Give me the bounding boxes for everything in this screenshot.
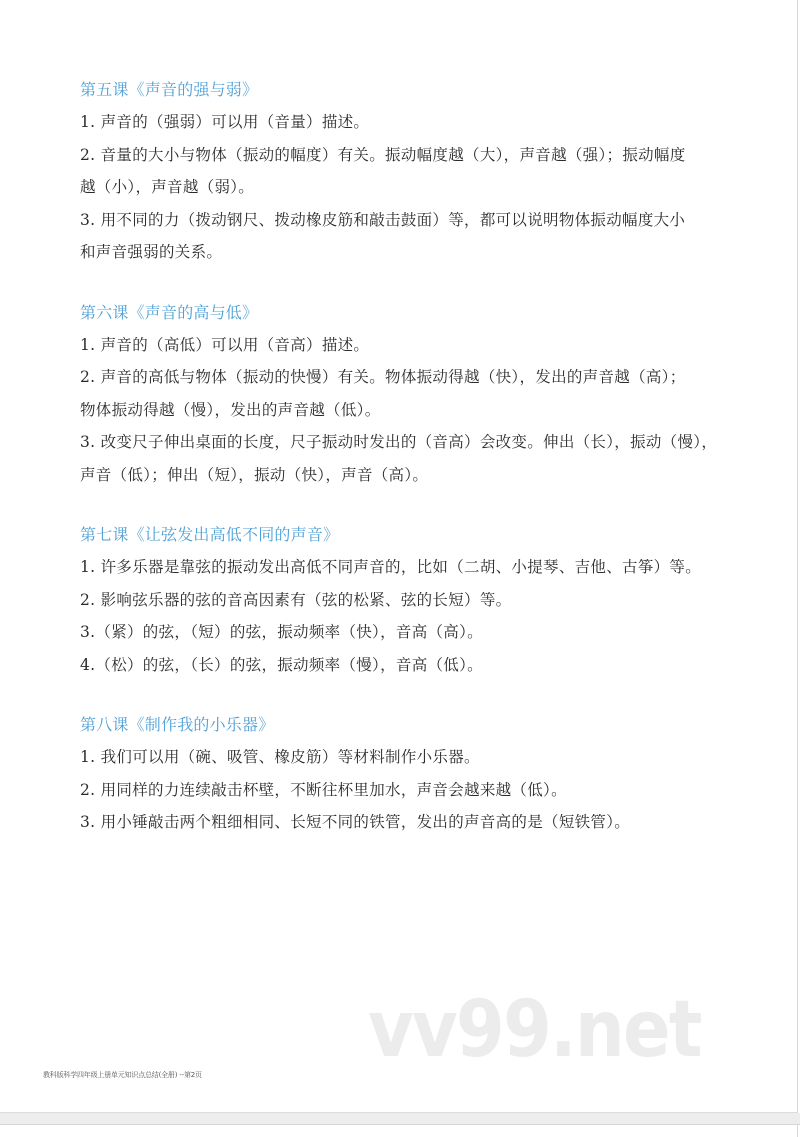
lesson-line: 2. 音量的大小与物体（振动的幅度）有关。振动幅度越（大），声音越（强）；振动幅度 — [80, 145, 686, 164]
lesson-title: 第六课《声音的高与低》 — [80, 302, 259, 322]
lesson-8-section — [80, 709, 720, 839]
lesson-line: 3. 用小锤敲击两个粗细相同、长短不同的铁管，发出的声音高的是（短铁管）。 — [80, 813, 631, 831]
lesson-line: 4.（松）的弦，（长）的弦，振动频率（慢），音高（低）。 — [80, 655, 483, 674]
lesson-7-section — [80, 519, 720, 681]
lesson-title: 第七课《让弦发出高低不同的声音》 — [80, 525, 340, 544]
lesson-line: 1. 我们可以用（碗、吸管、橡皮筋）等材料制作小乐器。 — [80, 748, 480, 766]
lesson-title: 第五课《声音的强与弱》 — [80, 80, 259, 99]
lesson-line: 越（小），声音越（弱）。 — [80, 178, 255, 196]
lesson-line: 声音（低）；伸出（短），振动（快），声音（高）。 — [80, 465, 429, 484]
lesson-line: 1. 声音的（强弱）可以用（音量）描述。 — [80, 113, 370, 131]
lesson-line: 和声音强弱的关系。 — [80, 243, 223, 261]
lesson-line: 1. 许多乐器是靠弦的振动发出高低不同声音的，比如（二胡、小提琴、吉他、古筝）等。 — [80, 558, 702, 576]
lesson-5-section — [80, 74, 720, 269]
lesson-line: 2. 声音的高低与物体（振动的快慢）有关。物体振动得越（快），发出的声音越（高）； — [80, 368, 686, 386]
lesson-line: 3. 改变尺子伸出桌面的长度，尺子振动时发出的（音高）会改变。伸出（长），振动（慢）， — [80, 433, 718, 451]
watermark: vv99.net — [368, 985, 701, 1075]
page-separator — [0, 1113, 800, 1125]
lesson-line: 1. 声音的（高低）可以用（音高）描述。 — [80, 335, 370, 354]
page-footer: 教科版科学四年级上册单元知识点总结(全册) --第2页 — [43, 1071, 202, 1079]
lesson-line: 3.（紧）的弦，（短）的弦，振动频率（快），音高（高）。 — [80, 623, 483, 641]
page-content — [80, 74, 720, 867]
lesson-line: 物体振动得越（慢），发出的声音越（低）。 — [80, 400, 381, 419]
lesson-line: 2. 用同样的力连续敲击杯壁，不断往杯里加水，声音会越来越（低）。 — [80, 780, 567, 799]
lesson-6-section — [80, 297, 720, 492]
lesson-title: 第八课《制作我的小乐器》 — [80, 715, 275, 734]
lesson-line: 2. 影响弦乐器的弦的音高因素有（弦的松紧、弦的长短）等。 — [80, 590, 512, 609]
lesson-line: 3. 用不同的力（拨动钢尺、拨动橡皮筋和敲击鼓面）等，都可以说明物体振动幅度大小 — [80, 210, 686, 229]
next-page-edge — [0, 1125, 798, 1137]
